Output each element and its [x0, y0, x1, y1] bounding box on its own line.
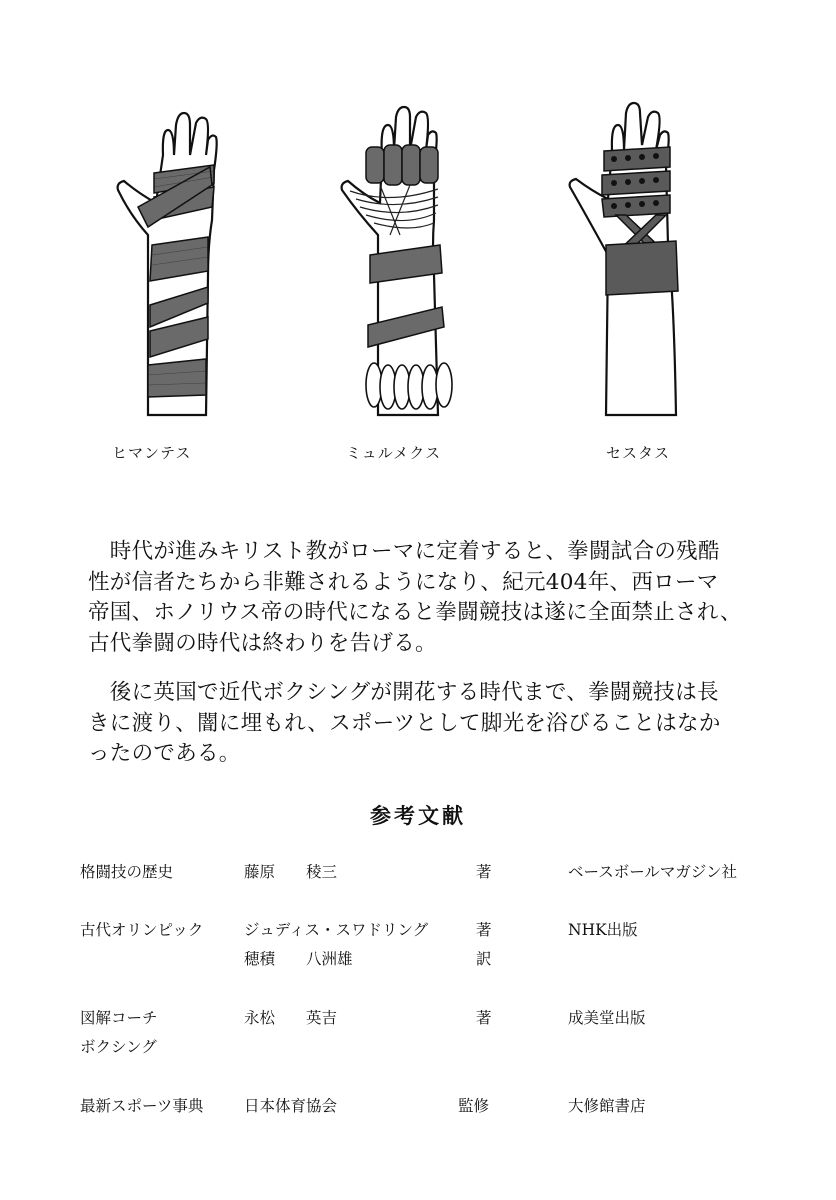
reference-row: [80, 916, 800, 976]
reference-row: [80, 1092, 800, 1152]
reference-publisher: ベースボールマガジン社: [568, 863, 738, 881]
paragraph-line: 時代が進みキリスト教がローマに定着すると、拳闘試合の残酷: [88, 539, 720, 564]
reference-title: 最新スポーツ事典: [80, 1097, 204, 1115]
himantes-illustration: [108, 95, 288, 425]
figure-label-himantes: ヒマンテス: [112, 444, 192, 462]
paragraph-2: [88, 678, 768, 770]
cestus-illustration: [556, 95, 736, 425]
paragraph-line: 性が信者たちから非難されるようになり、紀元404年、西ローマ: [88, 569, 719, 595]
paragraph-line: ったのである。: [88, 741, 241, 766]
paragraph-line: 後に英国で近代ボクシングが開花する時代まで、拳闘競技は長: [88, 680, 719, 705]
reference-role: 著 訳: [476, 921, 492, 968]
reference-publisher: 成美堂出版: [568, 1009, 646, 1027]
paragraph-line: 古代拳闘の時代は終わりを告げる。: [88, 630, 437, 656]
reference-publisher: NHK出版: [568, 921, 638, 939]
figure-label-cestus: セスタス: [606, 444, 671, 462]
reference-title: 格闘技の歴史: [80, 863, 174, 881]
reference-author: 永松 英吉: [244, 1009, 338, 1027]
reference-row: [80, 1004, 800, 1064]
myrmex-illustration: [330, 95, 510, 425]
reference-row: [80, 858, 800, 918]
reference-role: 監修: [458, 1097, 490, 1115]
paragraph-line: きに渡り、闇に埋もれ、スポーツとして脚光を浴びることはなか: [88, 710, 721, 736]
reference-author: 日本体育協会: [244, 1097, 338, 1115]
paragraph-line: 帝国、ホノリウス帝の時代になると拳闘競技は遂に全面禁止され、: [88, 600, 742, 625]
reference-title: 図解コーチ ボクシング: [80, 1009, 158, 1056]
reference-author: ジュディス・スワドリング 穂積 八洲雄: [244, 921, 429, 968]
reference-role: 著: [476, 863, 492, 881]
references-heading: 参考文献: [370, 803, 466, 828]
reference-role: 著: [476, 1009, 492, 1027]
reference-publisher: 大修館書店: [568, 1097, 646, 1115]
figure-label-myrmex: ミュルメクス: [346, 444, 442, 462]
reference-author: 藤原 稜三: [244, 863, 338, 881]
paragraph-1: [88, 537, 768, 659]
reference-title: 古代オリンピック: [80, 921, 204, 939]
